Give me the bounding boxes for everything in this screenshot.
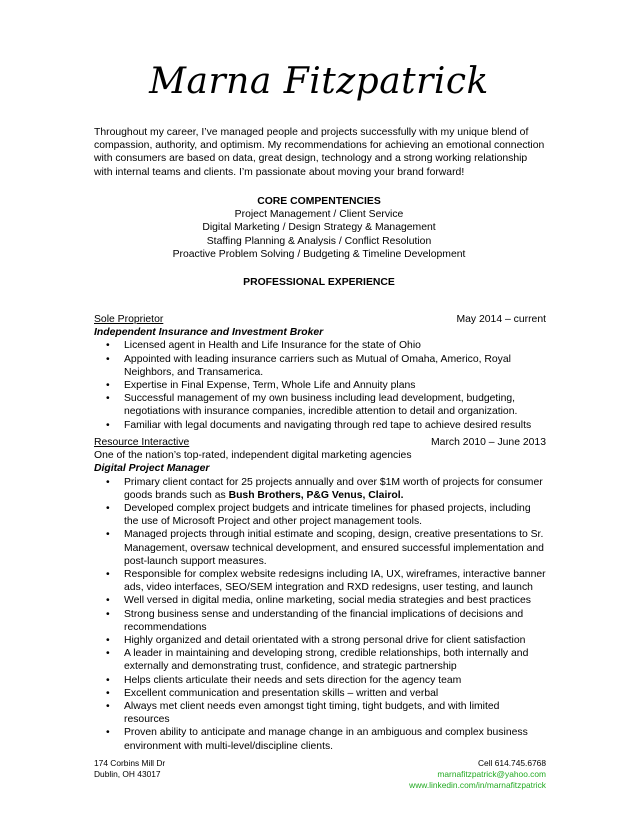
job-title: Independent Insurance and Investment Broker xyxy=(94,327,324,339)
bullet-icon: • xyxy=(106,687,110,699)
list-item: • Primary client contact for 25 projects annually and over $1M worth of projects for consumer goods brands such as Bush Brothers, P&G Venus, Clairol. xyxy=(106,476,543,501)
list-item: • Well versed in digital media, online marketing, social media strategies and best practices xyxy=(106,595,531,607)
list-item: • Responsible for complex website redesigns including IA, UX, wireframes, interactive banner ads, video interfaces, SEO/SEM integration and RXD redesigns, user testing, and launch xyxy=(106,569,546,594)
bullet-icon: • xyxy=(106,503,110,514)
bullet-icon: • xyxy=(106,595,110,607)
bullet-icon: • xyxy=(106,353,110,365)
list-item: • Developed complex project budgets and intricate timelines for phased projects, including the use of Microsoft Project and other project management tools. xyxy=(106,503,531,528)
job-header xyxy=(94,436,546,449)
employer-name: Sole Proprietor xyxy=(94,314,164,325)
address-block xyxy=(94,758,165,780)
bullet-icon: • xyxy=(106,529,110,541)
list-item: • Proven ability to anticipate and manage change in an ambiguous and complex business environment with multi-level/discipline clients. xyxy=(106,727,528,752)
job-title: Digital Project Manager xyxy=(94,463,210,475)
client-brands: Bush Brothers, P&G Venus, Clairol. xyxy=(228,489,404,501)
bullet-icon: • xyxy=(106,476,110,488)
email-link[interactable]: marnafitzpatrick@yahoo.com xyxy=(437,769,546,779)
core-competencies-section xyxy=(0,195,638,261)
bullet-icon: • xyxy=(106,419,110,431)
bullet-icon: • xyxy=(106,608,110,620)
competency-line: Project Management / Client Service xyxy=(234,209,404,221)
agency-tagline: One of the nation’s top-rated, independent digital marketing agencies xyxy=(94,450,412,462)
contact-block xyxy=(409,758,546,791)
job-entry xyxy=(94,436,546,753)
list-item: • A leader in maintaining and developing strong, credible relationships, both internally and externally and demonstrating trust, confidence, and strategic partnership xyxy=(106,648,529,673)
list-item: • Always met client needs even amongst tight timing, tight budgets, and with limited resources xyxy=(106,701,500,726)
list-item: • Excellent communication and presentation skills – written and verbal xyxy=(106,687,439,699)
list-item: • Expertise in Final Expense, Term, Whole Life and Annuity plans xyxy=(106,380,416,391)
bullet-icon: • xyxy=(106,701,110,713)
job-dates: May 2014 – current xyxy=(456,314,546,325)
list-item: • Familiar with legal documents and navigating through red tape to achieve desired results xyxy=(106,419,532,431)
employer-name: Resource Interactive xyxy=(94,437,190,448)
bullet-icon: • xyxy=(106,340,110,352)
bullet-icon: • xyxy=(106,380,110,391)
phone-number: Cell 614.745.6768 xyxy=(478,758,546,768)
job-header xyxy=(94,313,546,326)
bullet-icon: • xyxy=(106,674,110,686)
competency-line: Proactive Problem Solving / Budgeting & Timeline Development xyxy=(172,248,466,260)
competency-line: Staffing Planning & Analysis / Conflict Resolution xyxy=(206,235,432,247)
bullet-icon: • xyxy=(106,635,110,647)
list-item: • Successful management of my own business including lead development, budgeting, negotiations with insurance companies, incredible attention to detail and organization. xyxy=(106,393,518,418)
linkedin-link[interactable]: www.linkedin.com/in/marnafitzpatrick xyxy=(409,780,546,790)
job-entry xyxy=(94,313,546,432)
list-item: • Helps clients articulate their needs and sets direction for the agency team xyxy=(106,674,462,686)
experience-heading: PROFESSIONAL EXPERIENCE xyxy=(243,277,395,288)
list-item: • Managed projects through initial estimate and scoping, design, creative presentations to Sr. Management, oversaw technical development, and ensured successful implementation and post-launch support measures. xyxy=(106,529,544,567)
summary-paragraph: Throughout my career, I’ve managed people and projects successfully with my unique blend of compassion, authority, and optimism. My recommendations for achieving an emotional connection with consumers are based on data, great design, technology and a strong working relationship with internal teams and clients. I’m passionate about moving your brand forward! xyxy=(94,127,545,178)
job-dates: March 2010 – June 2013 xyxy=(431,437,546,448)
street-address: 174 Corbins Mill Dr xyxy=(94,758,166,768)
bullet-icon: • xyxy=(106,393,110,405)
bullet-icon: • xyxy=(106,648,110,660)
job-bullets xyxy=(94,339,546,431)
candidate-name: Marna Fitzpatrick xyxy=(149,61,489,102)
city-state-zip: Dublin, OH 43017 xyxy=(94,769,161,779)
bullet-icon: • xyxy=(106,727,110,739)
list-item: • Highly organized and detail orientated with a strong personal drive for client satisfaction xyxy=(106,635,526,647)
list-item: • Appointed with leading insurance carriers such as Mutual of Omaha, Americo, Royal Neighbors, and Transamerica. xyxy=(106,353,511,378)
list-item: • Licensed agent in Health and Life Insurance for the state of Ohio xyxy=(106,340,421,352)
bullet-icon: • xyxy=(106,569,110,581)
job-bullets xyxy=(94,476,546,753)
competency-line: Digital Marketing / Design Strategy & Management xyxy=(202,222,436,234)
core-competencies-heading: CORE COMPENTENCIES xyxy=(257,196,381,207)
list-item: • Strong business sense and understanding of the financial implications of decisions and recommendations xyxy=(106,608,524,633)
